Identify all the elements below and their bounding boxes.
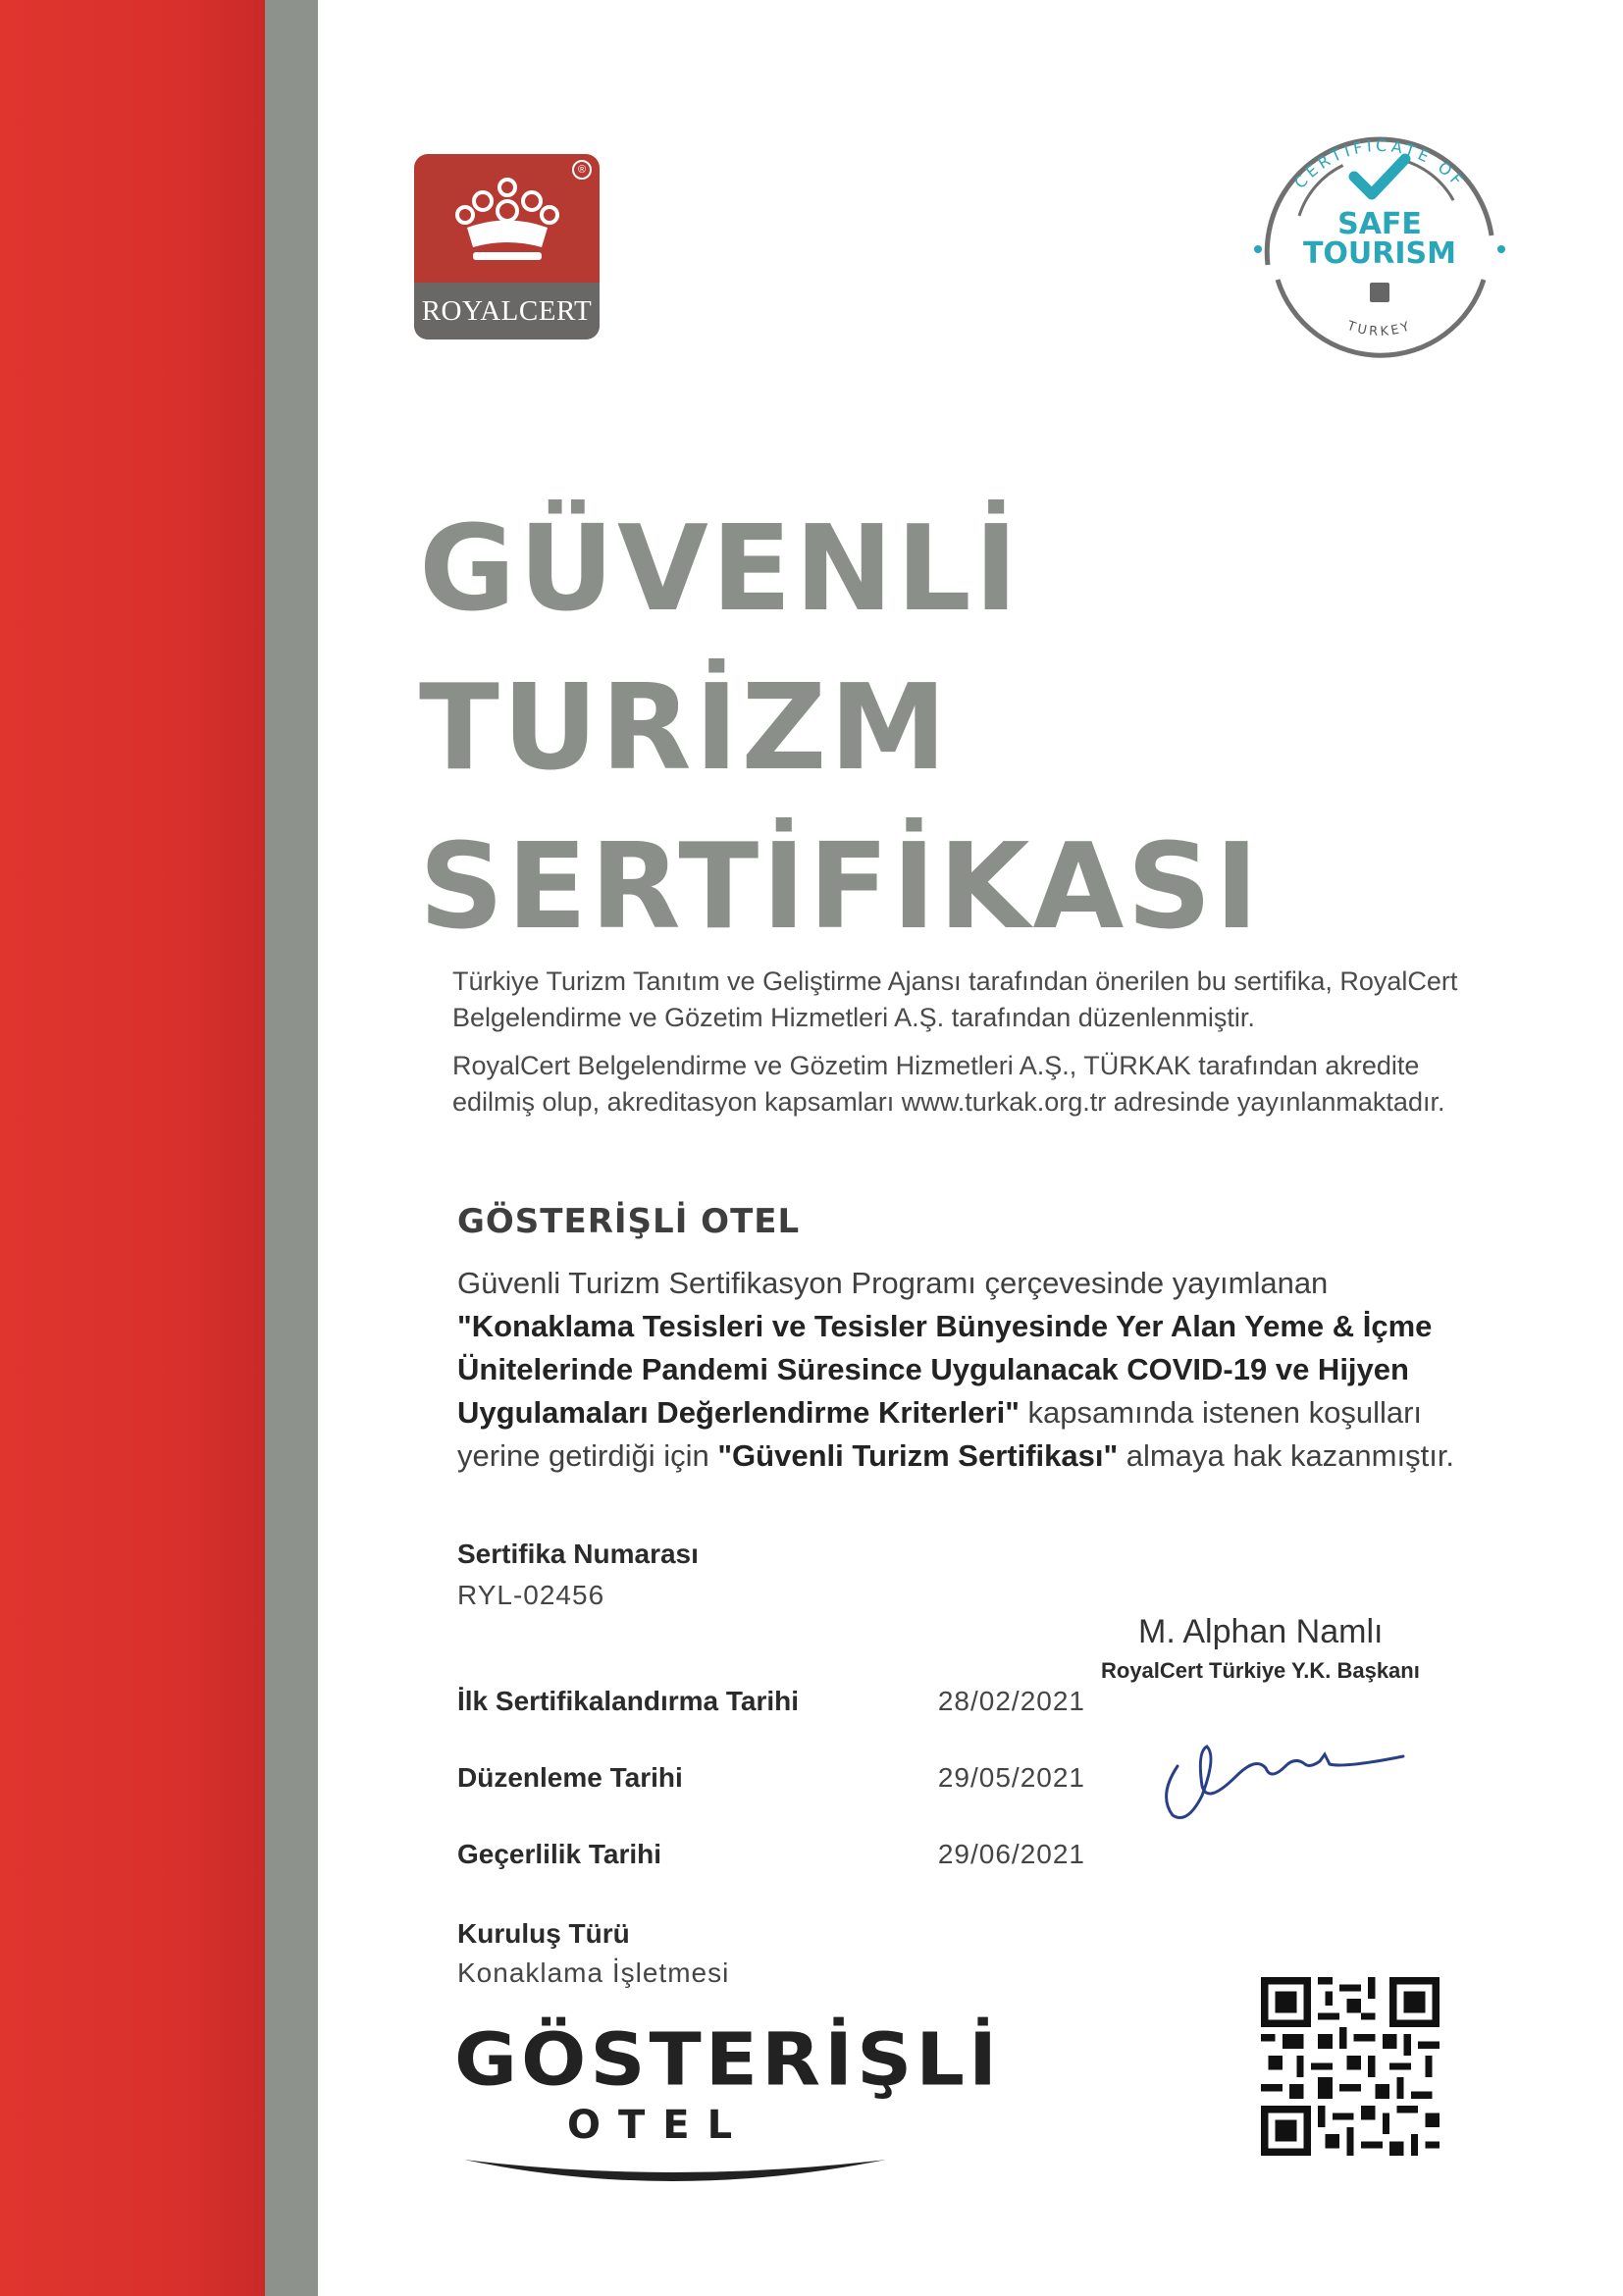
certificate-number: RYL-02456 <box>457 1580 605 1610</box>
date-row <box>457 1762 1085 1801</box>
date-value: 29/06/2021 <box>937 1839 1085 1869</box>
hotel-logo <box>454 2016 1001 2193</box>
check-icon <box>1354 159 1405 194</box>
certification-statement <box>457 1262 1497 1478</box>
certificate-title <box>419 491 1261 967</box>
statement-part-1: Güvenli Turizm Sertifikasyon Programı çerçevesinde yayımlanan <box>457 1266 1329 1300</box>
svg-text:TURKEY <box>1344 318 1414 339</box>
date-row <box>457 1686 1085 1725</box>
certificate-number-label: Sertifika Numarası <box>457 1539 699 1569</box>
seal-tourism-text: TOURISM <box>1302 236 1457 271</box>
intro-paragraph-2: RoyalCert Belgelendirme ve Gözetim Hizmetleri A.Ş., TÜRKAK tarafından akredite edilmiş olup, akreditasyon kapsamları www.turkak.org.tr adresinde yayınlanmaktadır. <box>452 1051 1445 1117</box>
organization-type-label: Kuruluş Türü <box>457 1918 630 1949</box>
signature <box>1148 1707 1423 1835</box>
statement-part-2: kapsamında istenen koşulları yerine getirdiği için <box>457 1395 1423 1473</box>
date-label: Düzenleme Tarihi <box>457 1762 683 1793</box>
statement-cert-title: "Güvenli Turizm Sertifikası" <box>717 1438 1119 1473</box>
seal-bottom-text: TURKEY <box>1344 318 1415 339</box>
red-side-band <box>0 0 265 2296</box>
signer-title: RoyalCert Türkiye Y.K. Başkanı <box>1101 1658 1420 1683</box>
registered-mark: ® <box>572 160 592 180</box>
date-label: Geçerlilik Tarihi <box>457 1839 662 1869</box>
seal-top-text: CERTIFICATE OF <box>1290 135 1469 192</box>
crown-icon <box>453 174 561 272</box>
date-row <box>457 1839 1085 1878</box>
hotel-logo-swoosh <box>464 2152 886 2191</box>
date-value: 29/05/2021 <box>937 1762 1085 1793</box>
intro-paragraph-1: Türkiye Turizm Tanıtım ve Geliştirme Ajansı tarafından önerilen bu sertifika, RoyalCert Belgelendirme ve Gözetim Hizmetleri A.Ş. tarafından düzenlenmiştir. <box>452 966 1458 1032</box>
date-value: 28/02/2021 <box>937 1686 1085 1716</box>
title-line-3: SERTİFİKASI <box>419 819 1262 956</box>
statement-part-3: almaya hak kazanmıştır. <box>1118 1438 1455 1473</box>
safe-tourism-seal <box>1238 108 1521 391</box>
royalcert-logo <box>414 154 600 339</box>
hotel-name: GÖSTERİŞLİ OTEL <box>457 1202 801 1241</box>
royalcert-brand-text: ROYALCERT <box>421 294 593 327</box>
grey-side-band <box>265 0 318 2296</box>
date-label: İlk Sertifikalandırma Tarihi <box>457 1686 800 1716</box>
intro-text <box>452 964 1502 1132</box>
title-line-1: GÜVENLİ <box>419 501 1021 638</box>
hotel-logo-sub: OTEL <box>567 2103 751 2148</box>
hotel-logo-word: GÖSTERİŞLİ <box>454 2018 1001 2103</box>
organization-type: Konaklama İşletmesi <box>457 1957 730 1988</box>
signer-name: M. Alphan Namlı <box>1138 1613 1384 1650</box>
seal-safe-text: SAFE <box>1337 207 1422 241</box>
qr-code <box>1261 1977 1440 2156</box>
statement-criteria: "Konaklama Tesisleri ve Tesisler Bünyesinde Yer Alan Yeme & İçme Ünitelerinde Pandemi Süresince Uygulanacak COVID-19 ve Hijyen Uygulamaları Değerlendirme Kriterleri" <box>457 1309 1433 1430</box>
title-line-2: TURİZM <box>419 660 950 797</box>
